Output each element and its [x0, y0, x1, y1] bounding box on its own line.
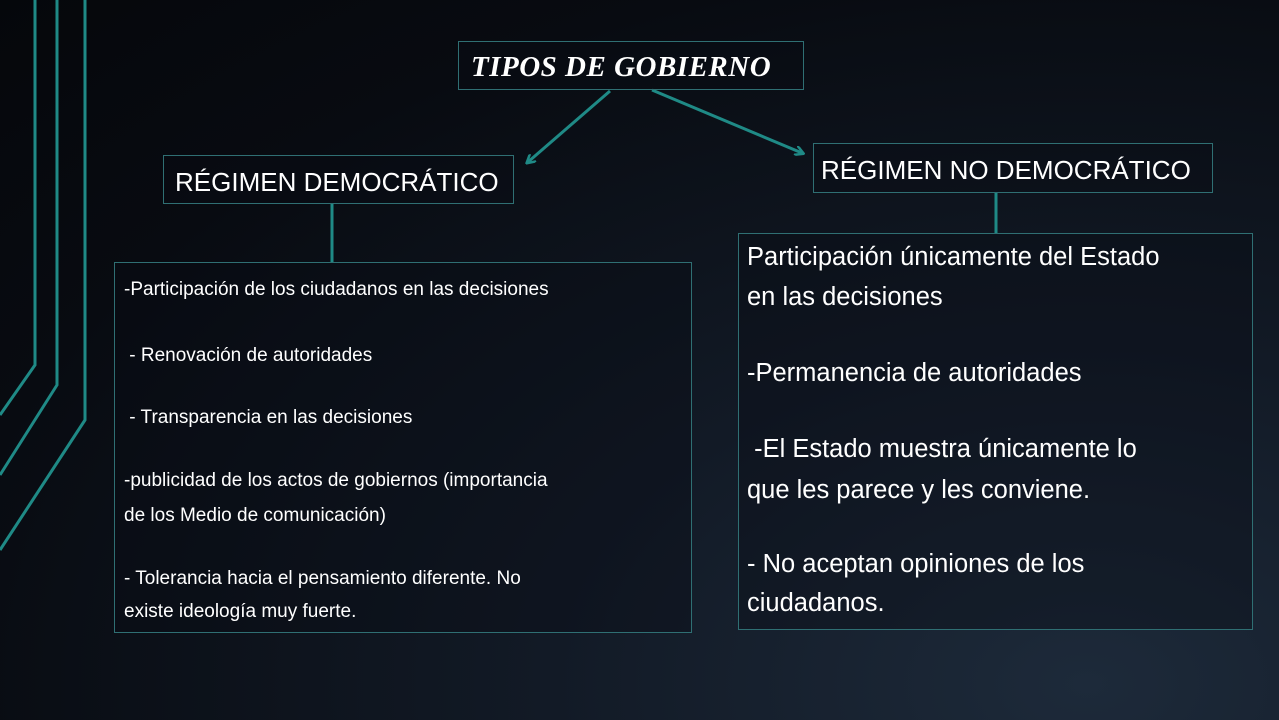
democratic-heading-box	[163, 155, 514, 204]
non-democratic-line: -Permanencia de autoridades	[747, 359, 1082, 387]
non-democratic-line: ciudadanos.	[747, 589, 885, 617]
arrow-to-non-democratic	[652, 90, 802, 153]
diagram-title: TIPOS DE GOBIERNO	[471, 51, 772, 83]
democratic-line: existe ideología muy fuerte.	[124, 601, 357, 622]
democratic-description	[114, 262, 692, 633]
non-democratic-heading: RÉGIMEN NO DEMOCRÁTICO	[821, 155, 1191, 185]
non-democratic-line: en las decisiones	[747, 283, 943, 311]
arrow-to-democratic	[528, 91, 610, 162]
democratic-line: - Renovación de autoridades	[124, 345, 373, 366]
non-democratic-heading-box	[813, 143, 1213, 193]
non-democratic-line: Participación únicamente del Estado	[747, 243, 1160, 271]
democratic-line: - Transparencia en las decisiones	[124, 407, 413, 428]
non-democratic-line: -El Estado muestra únicamente lo	[747, 435, 1137, 463]
democratic-line: - Tolerancia hacia el pensamiento diferente. No	[124, 568, 521, 589]
non-democratic-description	[738, 233, 1253, 630]
title-box	[458, 41, 804, 90]
democratic-heading: RÉGIMEN DEMOCRÁTICO	[175, 167, 499, 197]
democratic-line: de los Medio de comunicación)	[124, 505, 386, 526]
democratic-line: -Participación de los ciudadanos en las decisiones	[124, 279, 549, 300]
democratic-line: -publicidad de los actos de gobiernos (importancia	[124, 470, 548, 491]
non-democratic-line: que les parece y les conviene.	[747, 476, 1091, 504]
non-democratic-line: - No aceptan opiniones de los	[747, 550, 1085, 578]
